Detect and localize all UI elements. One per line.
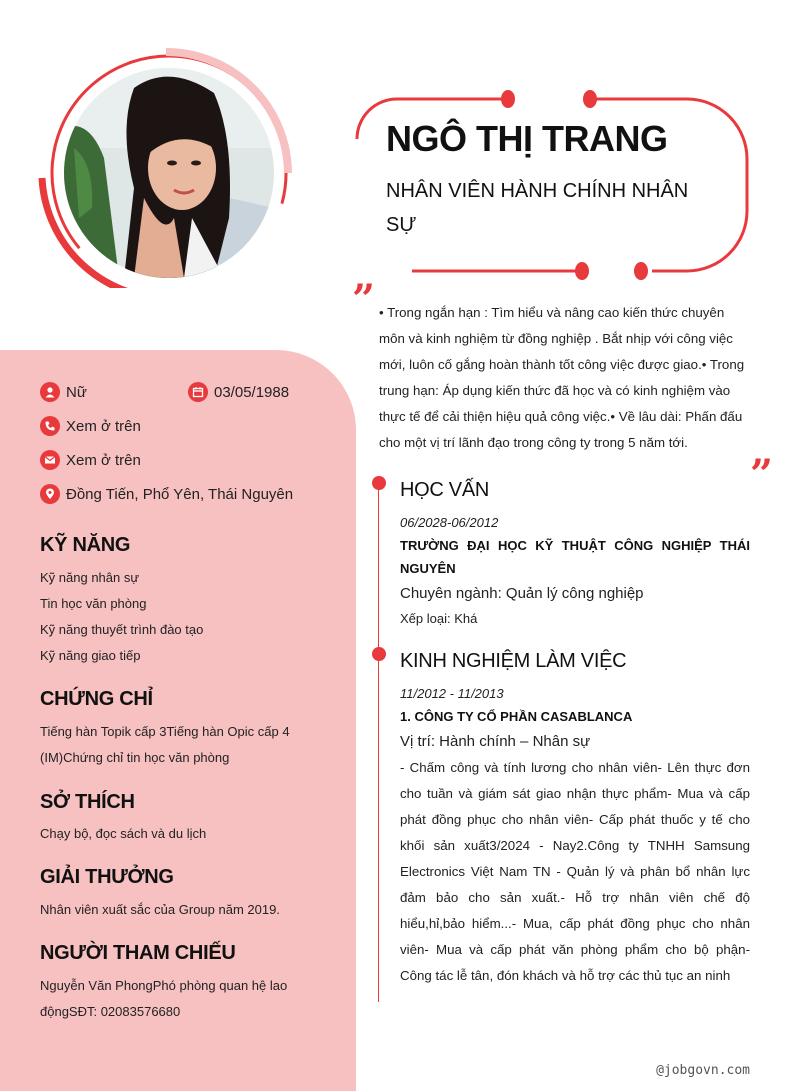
skill-item: Kỹ năng thuyết trình đào tạo <box>40 622 204 637</box>
address-value: Đồng Tiến, Phổ Yên, Thái Nguyên <box>66 485 294 503</box>
birthdate-row <box>188 381 289 403</box>
experience-company: 1. CÔNG TY CỔ PHẦN CASABLANCA <box>400 709 633 724</box>
gender-row <box>40 381 87 403</box>
calendar-icon <box>188 382 208 402</box>
timeline-dot <box>372 476 386 490</box>
quote-open-icon: ” <box>352 276 376 323</box>
experience-date: 11/2012 - 11/2013 <box>400 686 504 701</box>
profile-photo-frame <box>38 48 298 288</box>
career-objective: • Trong ngắn hạn : Tìm hiểu và nâng cao kiến thức chuyên môn và kinh nghiệm từ đồng nghiệp . Bắt nhịp với công việc mới, luôn cố gắng hoàn thành tốt công việc được giao.• Trong trung hạn: Áp dụng kiến thức đã học và có kinh nghiệm vào thực tế để cải thiện hiệu quả công việc.• Về lâu dài: Phấn đấu cho một vị trí lãnh đạo trong công ty trong 5 năm tới. <box>379 305 745 450</box>
address-row <box>40 483 293 505</box>
references-title: NGƯỜI THAM CHIẾU <box>40 942 236 964</box>
education-major: Chuyên ngành: Quản lý công nghiệp <box>400 585 644 602</box>
phone-icon <box>40 416 60 436</box>
quote-close-icon: ” <box>750 451 774 498</box>
education-school: TRƯỜNG ĐẠI HỌC KỸ THUẬT CÔNG NGHIỆP THÁI NGUYÊN <box>400 538 750 576</box>
skills-title: KỸ NĂNG <box>40 534 131 556</box>
skill-item: Kỹ năng nhân sự <box>40 570 140 585</box>
hobbies-title: SỞ THÍCH <box>40 791 135 813</box>
candidate-name: NGÔ THỊ TRANG <box>386 118 668 159</box>
hobbies-text: Chạy bộ, đọc sách và du lịch <box>40 826 207 841</box>
certificates-title: CHỨNG CHỈ <box>40 688 153 710</box>
email-value[interactable]: Xem ở trên <box>66 451 141 469</box>
job-title: NHÂN VIÊN HÀNH CHÍNH NHÂN SỰ <box>386 180 689 236</box>
timeline-line <box>378 482 379 1002</box>
user-icon <box>40 382 60 402</box>
phone-value[interactable]: Xem ở trên <box>66 417 141 435</box>
phone-row <box>40 415 141 437</box>
education-date: 06/2028-06/2012 <box>400 515 499 530</box>
certificates-text: Tiếng hàn Topik cấp 3Tiếng hàn Opic cấp 4 (IM)Chứng chỉ tin học văn phòng <box>40 724 290 765</box>
education-grade: Xếp loại: Khá <box>400 611 478 626</box>
footer-watermark: @jobgovn.com <box>656 1063 750 1078</box>
timeline-dot <box>372 647 386 661</box>
skill-item: Kỹ năng giao tiếp <box>40 648 141 663</box>
awards-title: GIẢI THƯỞNG <box>40 866 174 888</box>
avatar <box>64 68 274 278</box>
mail-icon <box>40 450 60 470</box>
birthdate-value: 03/05/1988 <box>214 383 290 401</box>
email-row <box>40 449 141 471</box>
experience-position: Vị trí: Hành chính – Nhân sự <box>400 733 591 750</box>
experience-description: - Chấm công và tính lương cho nhân viên- Lên thực đơn cho tuần và giám sát giao nhận thực phẩm- Mua và cấp phát đồng phục cho nhân viên- Cấp phát thuốc y tế cho khối sản xuất3/2024 - Nay2.Công ty TNHH Samsung Electronics Việt Nam TN - Quản lý và phân bổ nhân lực đảm bảo cho sản xuất.- Hỗ trợ nhân viên chế độ hiểu,hỉ,bảo hiểm...- Mua, cấp phát đồng phục cho nhân viên- Mua và cấp phát văn phòng phẩm cho bộ phận- Công tác lễ tân, đón khách và hỗ trợ các thủ tục an ninh <box>400 760 750 983</box>
awards-text: Nhân viên xuất sắc của Group năm 2019. <box>40 902 280 917</box>
education-title: HỌC VẤN <box>400 479 490 501</box>
skill-item: Tin học văn phòng <box>40 596 147 611</box>
experience-title: KINH NGHIỆM LÀM VIỆC <box>400 650 627 672</box>
gender-value: Nữ <box>66 383 87 401</box>
references-text: Nguyễn Văn PhongPhó phòng quan hệ lao độngSĐT: 02083576680 <box>40 978 288 1019</box>
location-icon <box>40 484 60 504</box>
